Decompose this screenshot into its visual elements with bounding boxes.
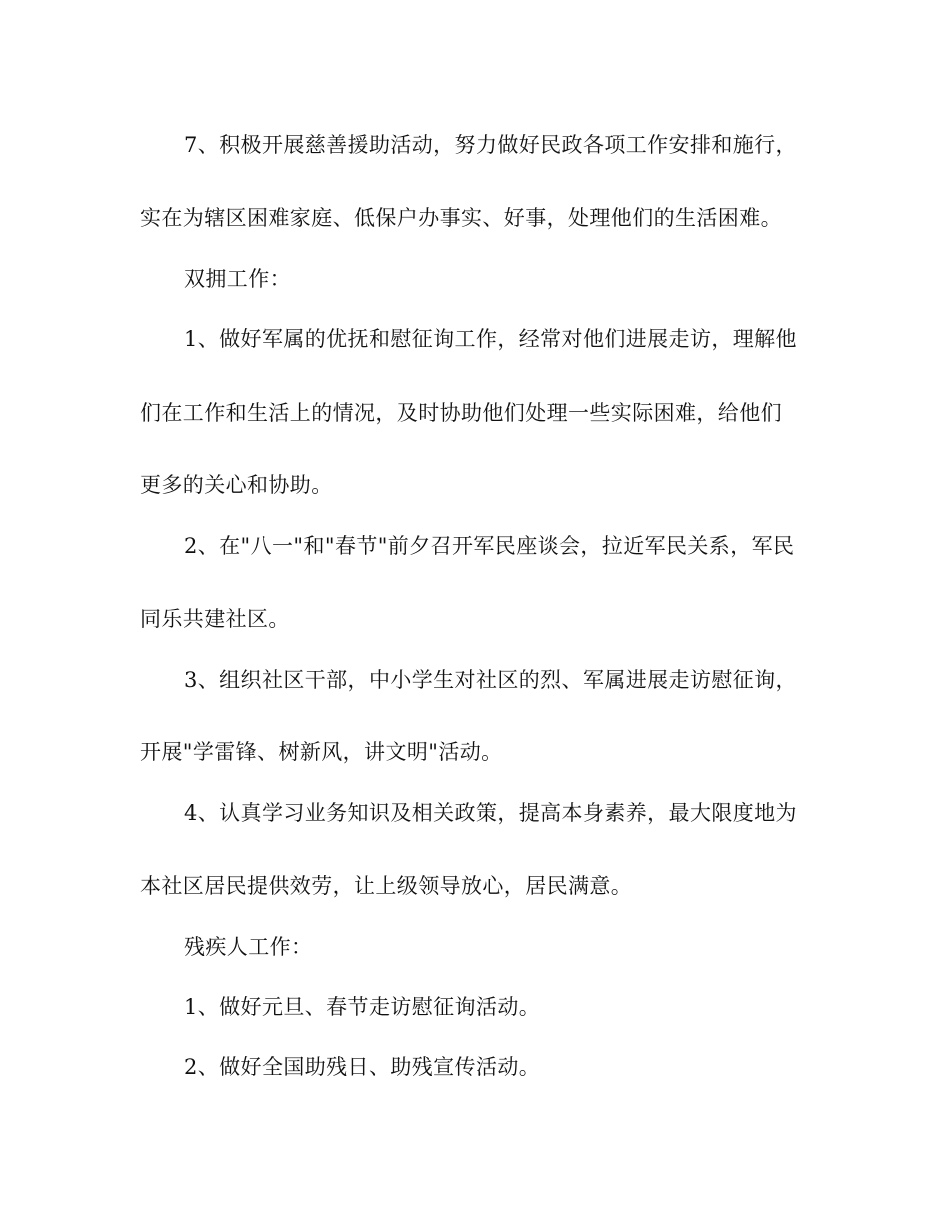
paragraph-line: 3、组织社区干部，中小学生对社区的烈、军属进展走访慰征询， bbox=[184, 668, 797, 692]
paragraph-line: 7、积极开展慈善援助活动，努力做好民政各项工作安排和施行， bbox=[184, 133, 797, 157]
paragraph-line: 开展"学雷锋、树新风，讲文明"活动。 bbox=[140, 740, 503, 764]
paragraph-line: 4、认真学习业务知识及相关政策，提高本身素养，最大限度地为 bbox=[184, 801, 797, 825]
paragraph-line: 实在为辖区困难家庭、低保户办事实、好事，处理他们的生活困难。 bbox=[140, 206, 782, 230]
paragraph-line: 1、做好军属的优抚和慰征询工作，经常对他们进展走访，理解他 bbox=[184, 327, 797, 351]
paragraph-line: 1、做好元旦、春节走访慰征询活动。 bbox=[184, 995, 541, 1019]
section-heading-shuangyong: 双拥工作： bbox=[184, 267, 291, 291]
paragraph-line: 同乐共建社区。 bbox=[140, 607, 290, 631]
paragraph-line: 更多的关心和协助。 bbox=[140, 473, 333, 497]
section-heading-canjiren: 残疾人工作： bbox=[184, 935, 313, 959]
paragraph-line: 2、在"八一"和"春节"前夕召开军民座谈会，拉近军民关系，军民 bbox=[184, 534, 795, 558]
paragraph-line: 们在工作和生活上的情况，及时协助他们处理一些实际困难，给他们 bbox=[140, 401, 782, 425]
paragraph-line: 本社区居民提供效劳，让上级领导放心，居民满意。 bbox=[140, 874, 633, 898]
paragraph-line: 2、做好全国助残日、助残宣传活动。 bbox=[184, 1055, 541, 1079]
